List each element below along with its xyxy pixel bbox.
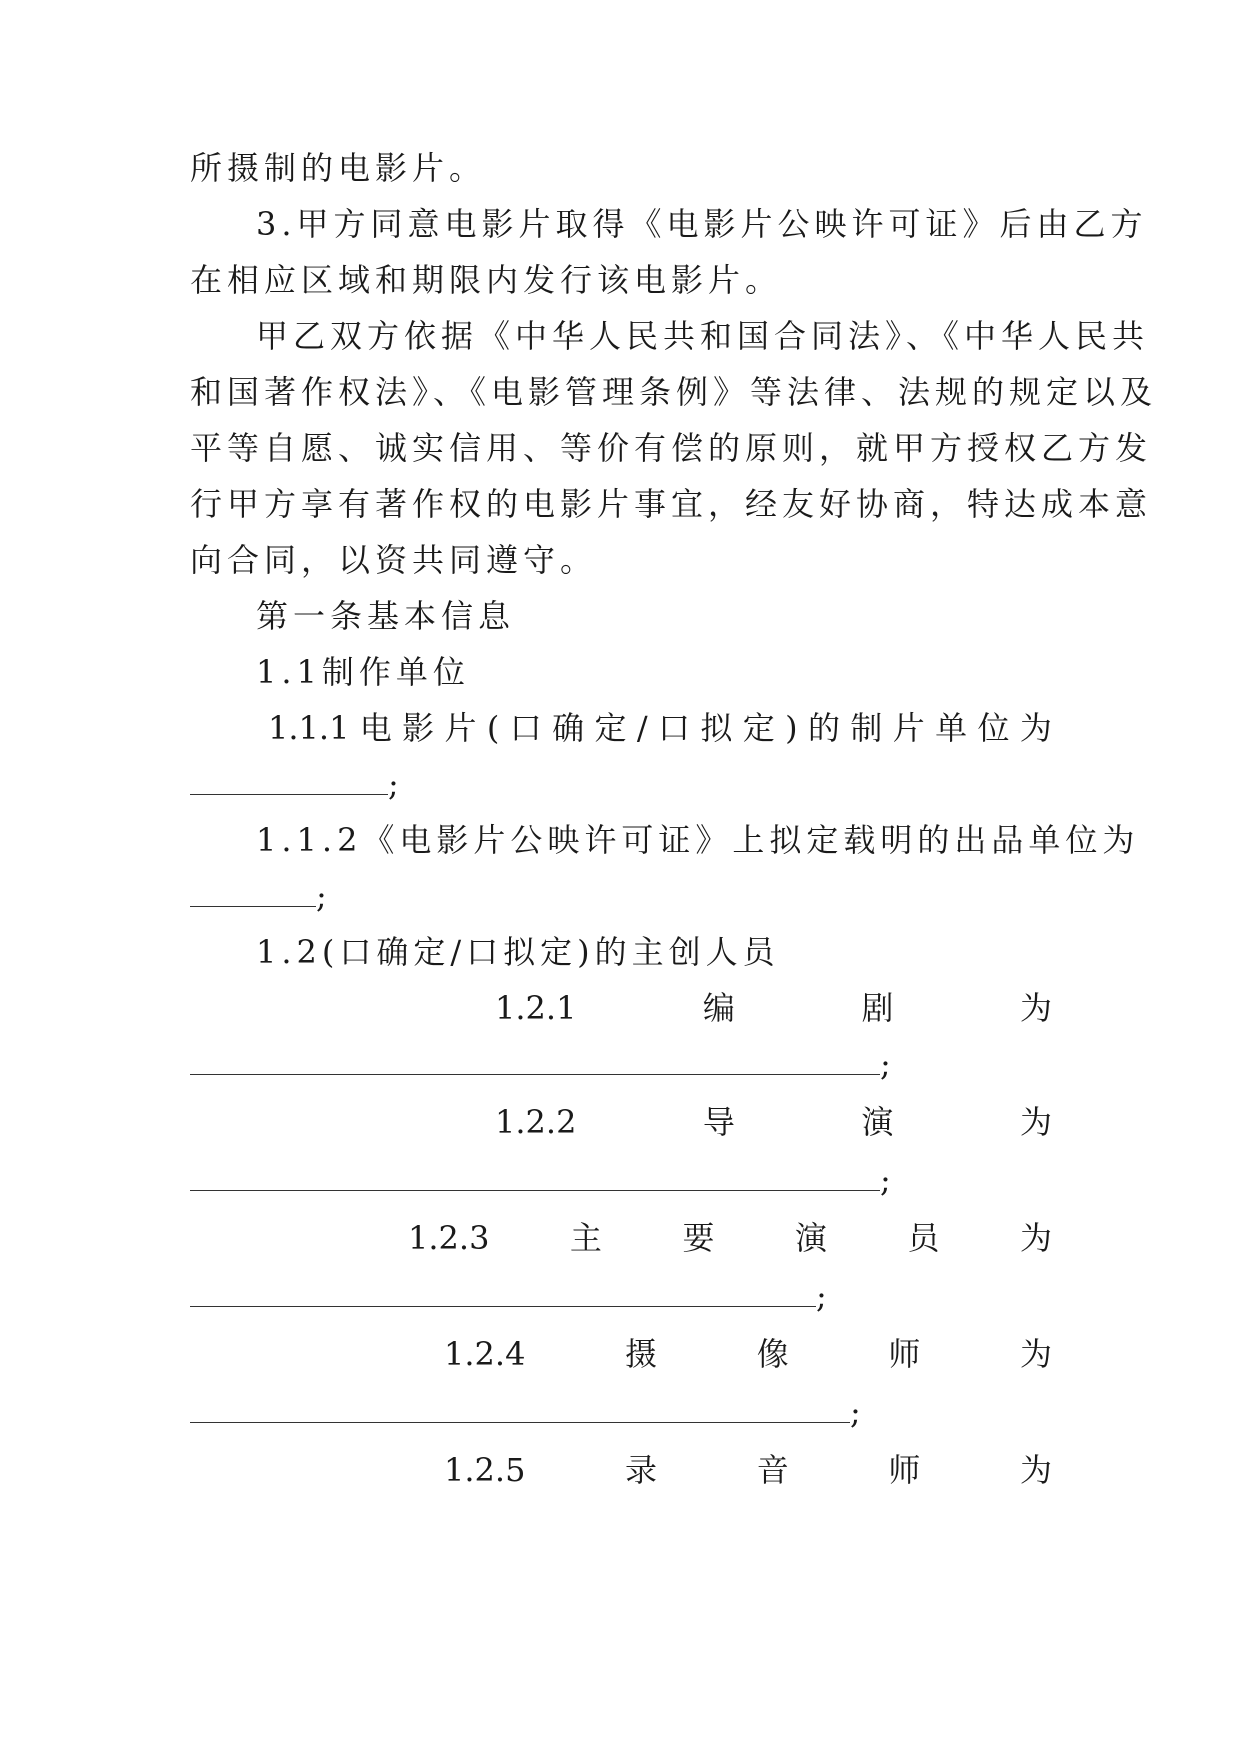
clause-word: 编 <box>702 989 735 1027</box>
clause-word: 1.2.5 <box>444 1451 526 1489</box>
blank-field[interactable] <box>190 1164 880 1191</box>
clause-word: 位 <box>977 709 1010 747</box>
section-heading: 1.1制作单位 <box>256 653 470 691</box>
paragraph-line: 行甲方享有著作权的电影片事宜，经友好协商，特达成本意 <box>190 485 1153 523</box>
paragraph-line: 平等自愿、诚实信用、等价有偿的原则，就甲方授权乙方发 <box>190 429 1153 467</box>
clause-word: 像 <box>756 1335 789 1373</box>
fill-blank-line <box>190 764 399 804</box>
blank-field[interactable] <box>190 1396 850 1423</box>
blank-field[interactable] <box>190 1048 880 1075</box>
clause-word: 为 <box>1019 709 1052 747</box>
clause-word: 为 <box>1019 1335 1052 1373</box>
clause-1-2-5 <box>444 1450 1052 1490</box>
clause-1-2-3 <box>408 1218 1052 1258</box>
clause-word: 1.2.3 <box>408 1219 490 1257</box>
clause-word: 主 <box>569 1219 602 1257</box>
section-heading: 1.2(口确定/口拟定)的主创人员 <box>256 933 780 971</box>
clause-word: 导 <box>702 1103 735 1141</box>
clause-word: 影 <box>402 709 435 747</box>
clause-1-2-2 <box>495 1102 1052 1142</box>
clause-word: 演 <box>861 1103 894 1141</box>
semicolon: ; <box>880 1045 891 1083</box>
clause-word: 要 <box>682 1219 715 1257</box>
clause-word: 为 <box>1019 989 1052 1027</box>
clause-1-1-1 <box>268 708 1052 748</box>
semicolon: ; <box>816 1277 827 1315</box>
fill-blank-line <box>190 1392 861 1432</box>
article-heading: 第一条基本信息 <box>256 597 516 635</box>
paragraph-line: 向合同，以资共同遵守。 <box>190 541 598 579</box>
paragraph-line: 和国著作权法》、《电影管理条例》等法律、法规的规定以及 <box>190 373 1158 411</box>
clause-word: 口 <box>509 709 542 747</box>
blank-field[interactable] <box>190 1280 816 1307</box>
fill-blank-line <box>190 876 327 916</box>
semicolon: ; <box>316 877 327 915</box>
clause-word: 摄 <box>625 1335 658 1373</box>
clause-word: 演 <box>794 1219 827 1257</box>
fill-blank-line <box>190 1276 827 1316</box>
clause-word: 1.2.2 <box>495 1103 577 1141</box>
clause-word: 剧 <box>861 989 894 1027</box>
clause-word: 确 <box>552 709 585 747</box>
clause-word: 1.2.4 <box>444 1335 526 1373</box>
paragraph-line: 所摄制的电影片。 <box>190 149 487 187</box>
fill-blank-line <box>190 1160 891 1200</box>
clause-word: 师 <box>888 1335 921 1373</box>
clause-word: 师 <box>888 1451 921 1489</box>
clause-word: 的 <box>807 709 840 747</box>
clause-word: ) <box>785 709 798 747</box>
paragraph-line: 甲乙双方依据《中华人民共和国合同法》、《中华人民共 <box>256 317 1150 355</box>
clause-1-1-2: 1.1.2《电影片公映许可证》上拟定载明的出品单位为 <box>256 821 1140 859</box>
clause-word: 为 <box>1019 1219 1052 1257</box>
clause-word: 片 <box>892 709 925 747</box>
clause-word: 口 <box>658 709 691 747</box>
clause-word: 1.1.1 <box>268 709 350 747</box>
clause-word: 1.2.1 <box>495 989 577 1027</box>
semicolon: ; <box>850 1393 861 1431</box>
clause-word: 录 <box>625 1451 658 1489</box>
clause-word: ( <box>486 709 500 747</box>
clause-word: / <box>636 709 648 747</box>
blank-field[interactable] <box>190 880 316 907</box>
clause-word: 音 <box>756 1451 789 1489</box>
clause-1-2-1 <box>495 988 1052 1028</box>
clause-1-2-4 <box>444 1334 1052 1374</box>
fill-blank-line <box>190 1044 891 1084</box>
clause-word: 片 <box>444 709 477 747</box>
clause-word: 员 <box>907 1219 940 1257</box>
clause-word: 拟 <box>700 709 733 747</box>
clause-word: 电 <box>359 709 392 747</box>
clause-word: 制 <box>850 709 883 747</box>
clause-word: 单 <box>935 709 968 747</box>
semicolon: ; <box>880 1161 891 1199</box>
blank-field[interactable] <box>190 768 388 795</box>
clause-word: 定 <box>594 709 627 747</box>
clause-word: 为 <box>1019 1451 1052 1489</box>
paragraph-line: 在相应区域和期限内发行该电影片。 <box>190 261 783 299</box>
clause-word: 定 <box>742 709 775 747</box>
paragraph-line: 3.甲方同意电影片取得《电影片公映许可证》后由乙方 <box>256 205 1148 243</box>
semicolon: ; <box>388 765 399 803</box>
clause-word: 为 <box>1019 1103 1052 1141</box>
